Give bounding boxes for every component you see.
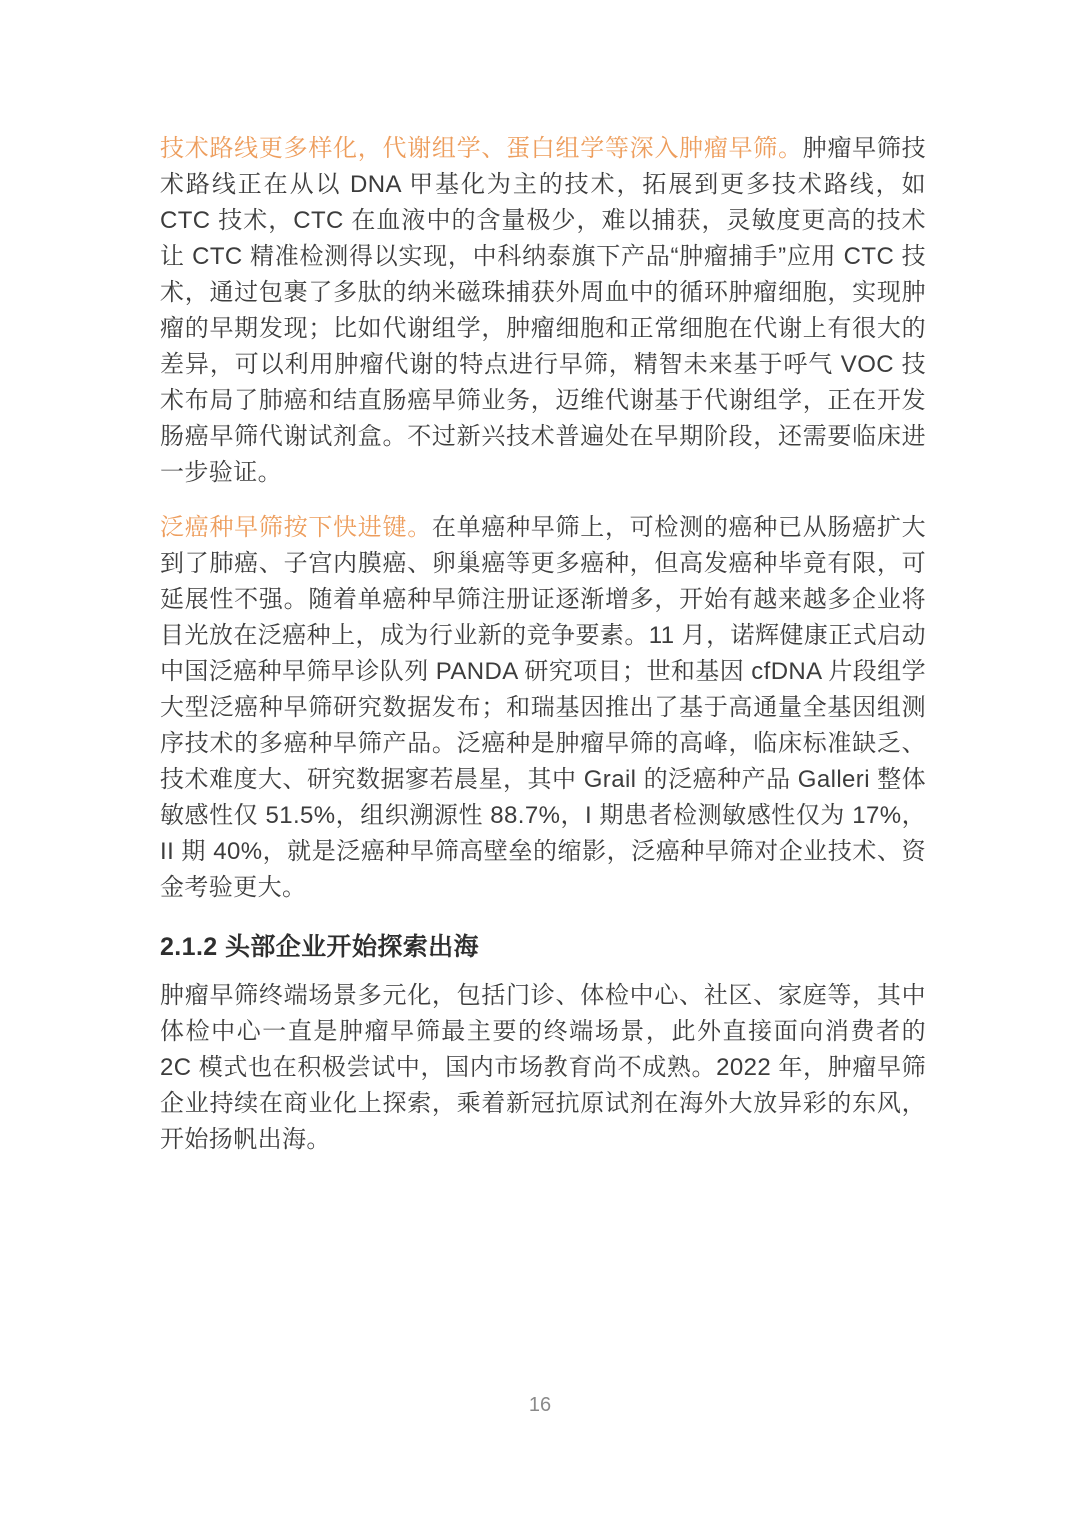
paragraph-going-overseas	[160, 978, 926, 1158]
paragraph-lead-emphasis: 泛癌种早筛按下快进键。	[160, 514, 432, 541]
page-content	[160, 131, 926, 1177]
paragraph-lead-emphasis: 技术路线更多样化，代谢组学、蛋白组学等深入肿瘤早筛。	[160, 135, 803, 162]
section-heading: 2.1.2 头部企业开始探索出海	[160, 933, 479, 961]
paragraph-tech-routes	[160, 131, 926, 491]
paragraph-pan-cancer	[160, 510, 926, 906]
paragraph-body-text: 在单癌种早筛上，可检测的癌种已从肠癌扩大到了肺癌、子宫内膜癌、卵巢癌等更多癌种，但高发癌种毕竟有限，可延展性不强。随着单癌种早筛注册证逐渐增多，开始有越来越多企业将目光放在泛癌种上，成为行业新的竞争要素。11 月，诺辉健康正式启动中国泛癌种早筛早诊队列 PANDA 研究项目；世和基因 cfDNA 片段组学大型泛癌种早筛研究数据发布；和瑞基因推出了基于高通量全基因组测序技术的多癌种早筛产品。泛癌种是肿瘤早筛的高峰，临床标准缺乏、技术难度大、研究数据寥若晨星，其中 Grail 的泛癌种产品 Galleri 整体敏感性仅 51.5%，组织溯源性 88.7%，I 期患者检测敏感性仅为 17%，II 期 40%，就是泛癌种早筛高壁垒的缩影，泛癌种早筛对企业技术、资金考验更大。	[160, 514, 926, 901]
paragraph-body-text: 肿瘤早筛技术路线正在从以 DNA 甲基化为主的技术，拓展到更多技术路线，如 CTC 技术，CTC 在血液中的含量极少，难以捕获，灵敏度更高的技术让 CTC 精准检测得以实现，中科纳泰旗下产品“肿瘤捕手”应用 CTC 技术，通过包裹了多肽的纳米磁珠捕获外周血中的循环肿瘤细胞，实现肿瘤的早期发现；比如代谢组学，肿瘤细胞和正常细胞在代谢上有很大的差异，可以利用肿瘤代谢的特点进行早筛，精智未来基于呼气 VOC 技术布局了肺癌和结直肠癌早筛业务，迈维代谢基于代谢组学，正在开发肠癌早筛代谢试剂盒。不过新兴技术普遍处在早期阶段，还需要临床进一步验证。	[160, 135, 926, 486]
page-footer	[0, 1394, 1080, 1417]
page-number: 16	[528, 1394, 552, 1416]
paragraph-body-text: 肿瘤早筛终端场景多元化，包括门诊、体检中心、社区、家庭等，其中体检中心一直是肿瘤早筛最主要的终端场景，此外直接面向消费者的 2C 模式也在积极尝试中，国内市场教育尚不成熟。2022 年，肿瘤早筛企业持续在商业化上探索，乘着新冠抗原试剂在海外大放异彩的东风，开始扬帆出海。	[160, 982, 926, 1153]
